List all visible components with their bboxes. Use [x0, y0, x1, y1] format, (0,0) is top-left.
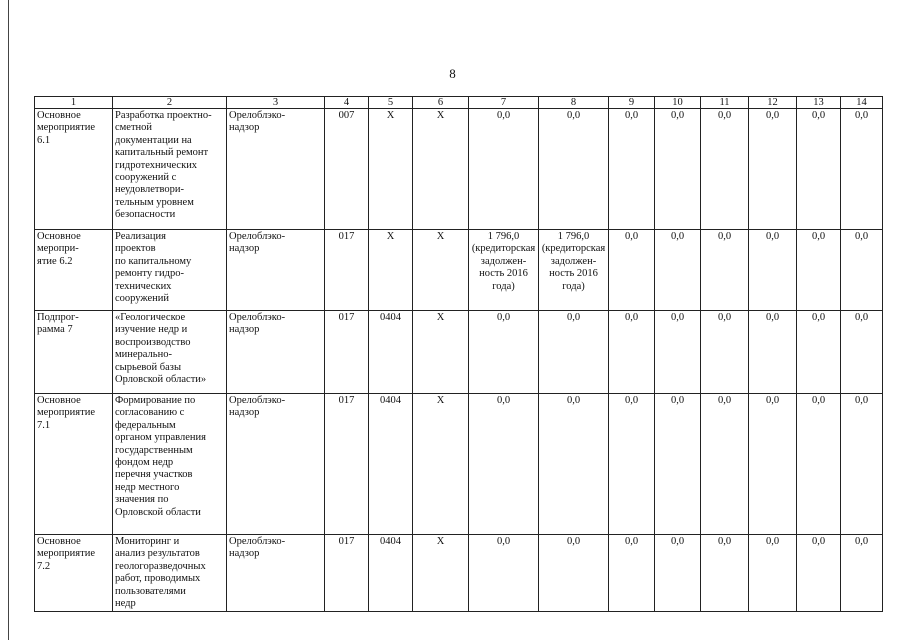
target-code-cell: Х [413, 311, 469, 394]
value-cell: 0,0 [655, 230, 701, 311]
code-cell: 017 [325, 535, 369, 612]
table-row [35, 109, 883, 230]
responsible-executor-cell: Орелоблэко- надзор [227, 230, 325, 311]
value-cell: 0,0 [749, 230, 797, 311]
column-header: 7 [469, 97, 539, 109]
value-cell: 0,0 [797, 535, 841, 612]
value-cell: 0,0 [797, 394, 841, 535]
program-table [34, 96, 883, 612]
code-cell: 007 [325, 109, 369, 230]
section-code-cell: 0404 [369, 535, 413, 612]
value-cell: 0,0 [539, 311, 609, 394]
value-cell: 0,0 [797, 109, 841, 230]
column-header: 5 [369, 97, 413, 109]
column-header: 1 [35, 97, 113, 109]
value-cell: 0,0 [469, 394, 539, 535]
value-cell: 0,0 [609, 535, 655, 612]
activity-name-cell: Формирование по согласованию с федеральным органом управления государственным фондом недр перечня участков недр местного значения по Орловской области [113, 394, 227, 535]
value-cell: 0,0 [841, 394, 883, 535]
value-cell: 0,0 [655, 109, 701, 230]
value-cell: 0,0 [749, 311, 797, 394]
left-margin-line [8, 0, 9, 640]
target-code-cell: Х [413, 394, 469, 535]
column-header: 10 [655, 97, 701, 109]
value-cell: 0,0 [797, 230, 841, 311]
section-code-cell: 0404 [369, 311, 413, 394]
responsible-executor-cell: Орелоблэко- надзор [227, 311, 325, 394]
activity-status-cell: Основное мероприятие 7.2 [35, 535, 113, 612]
activity-status-cell: Подпрог- рамма 7 [35, 311, 113, 394]
value-cell: 0,0 [701, 535, 749, 612]
activity-status-cell: Основное мероприятие 6.1 [35, 109, 113, 230]
value-cell: 0,0 [701, 394, 749, 535]
column-header: 13 [797, 97, 841, 109]
value-cell: 0,0 [655, 311, 701, 394]
table-row [35, 311, 883, 394]
target-code-cell: Х [413, 109, 469, 230]
value-cell: 0,0 [539, 535, 609, 612]
table-row [35, 535, 883, 612]
value-cell: 0,0 [539, 394, 609, 535]
column-header: 14 [841, 97, 883, 109]
column-header: 11 [701, 97, 749, 109]
activity-name-cell: Разработка проектно- сметной документации на капитальный ремонт гидротехнических сооружений с неудовлетвори- тельным уровнем безопасности [113, 109, 227, 230]
responsible-executor-cell: Орелоблэко- надзор [227, 394, 325, 535]
value-cell: 1 796,0 (кредиторская задолжен- ность 2016 года) [469, 230, 539, 311]
value-cell: 0,0 [797, 311, 841, 394]
value-cell: 0,0 [469, 535, 539, 612]
column-header: 3 [227, 97, 325, 109]
section-code-cell: 0404 [369, 394, 413, 535]
value-cell: 0,0 [609, 109, 655, 230]
activity-name-cell: Мониторинг и анализ результатов геологоразведочных работ, проводимых пользователями недр [113, 535, 227, 612]
value-cell: 0,0 [749, 394, 797, 535]
activity-status-cell: Основное мероприятие 7.1 [35, 394, 113, 535]
value-cell: 0,0 [701, 311, 749, 394]
code-cell: 017 [325, 394, 369, 535]
value-cell: 0,0 [749, 535, 797, 612]
column-header: 8 [539, 97, 609, 109]
value-cell: 0,0 [701, 230, 749, 311]
value-cell: 0,0 [539, 109, 609, 230]
value-cell: 0,0 [655, 394, 701, 535]
table-row [35, 394, 883, 535]
activity-status-cell: Основное меропри- ятие 6.2 [35, 230, 113, 311]
value-cell: 0,0 [841, 230, 883, 311]
value-cell: 0,0 [841, 311, 883, 394]
value-cell: 0,0 [701, 109, 749, 230]
target-code-cell: Х [413, 230, 469, 311]
activity-name-cell: «Геологическое изучение недр и воспроизводство минерально- сырьевой базы Орловской области» [113, 311, 227, 394]
column-header: 4 [325, 97, 369, 109]
value-cell: 0,0 [609, 230, 655, 311]
column-number-header-row [35, 97, 883, 109]
section-code-cell: Х [369, 230, 413, 311]
table-row [35, 230, 883, 311]
value-cell: 0,0 [749, 109, 797, 230]
responsible-executor-cell: Орелоблэко- надзор [227, 109, 325, 230]
column-header: 6 [413, 97, 469, 109]
value-cell: 0,0 [469, 109, 539, 230]
responsible-executor-cell: Орелоблэко- надзор [227, 535, 325, 612]
value-cell: 0,0 [841, 109, 883, 230]
code-cell: 017 [325, 230, 369, 311]
value-cell: 0,0 [609, 311, 655, 394]
value-cell: 0,0 [841, 535, 883, 612]
value-cell: 0,0 [609, 394, 655, 535]
activity-name-cell: Реализация проектов по капитальному ремонту гидро- технических сооружений [113, 230, 227, 311]
value-cell: 0,0 [655, 535, 701, 612]
column-header: 12 [749, 97, 797, 109]
page-number: 8 [449, 66, 456, 81]
column-header: 2 [113, 97, 227, 109]
section-code-cell: Х [369, 109, 413, 230]
column-header: 9 [609, 97, 655, 109]
value-cell: 1 796,0 (кредиторская задолжен- ность 2016 года) [539, 230, 609, 311]
code-cell: 017 [325, 311, 369, 394]
target-code-cell: Х [413, 535, 469, 612]
value-cell: 0,0 [469, 311, 539, 394]
